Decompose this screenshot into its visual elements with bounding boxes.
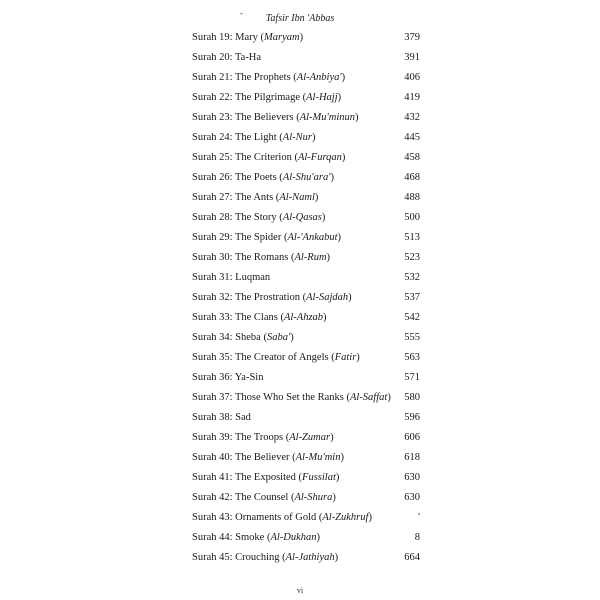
toc-entry-title-text: Surah 34: Sheba ( [192, 332, 267, 343]
toc-entry-title [192, 188, 318, 208]
toc-entry-page-number: 630 [404, 472, 420, 483]
toc-entry [192, 88, 420, 108]
toc-entry-title-text: Surah 30: The Romans ( [192, 252, 295, 263]
toc-entry-title-text: Surah 27: The Ants ( [192, 192, 280, 203]
toc-entry-arabic-name: Al-Mu'minun [299, 112, 356, 123]
toc-entry-title [192, 228, 341, 248]
toc-entry [192, 108, 420, 128]
toc-entry-page-number: 630 [404, 492, 420, 503]
toc-entry-title [192, 368, 263, 388]
toc-entry-title [192, 508, 372, 528]
toc-entry-title-suffix: ) [334, 552, 339, 563]
toc-entry-title-suffix: ) [355, 112, 359, 123]
toc-entry-page-number: 542 [404, 312, 420, 323]
running-header: Tafsir Ibn 'Abbas [265, 13, 335, 24]
toc-entry [192, 488, 420, 508]
toc-entry-arabic-name: Al-Furqan [297, 152, 342, 163]
toc-entry-title-suffix: ) [316, 532, 321, 543]
toc-entry [192, 408, 420, 428]
toc-entry-title [192, 488, 336, 508]
toc-entry-title-suffix: ) [341, 72, 346, 83]
toc-entry-title-suffix: ) [290, 332, 294, 343]
toc-entry-title-text: Surah 42: The Counsel ( [192, 492, 295, 503]
toc-entry-title-text: Surah 39: The Troops ( [192, 432, 290, 443]
toc-entry-page-number: 406 [404, 72, 420, 83]
toc-entry-page-number: 555 [404, 332, 420, 343]
toc-entry-title [192, 28, 303, 48]
toc-entry [192, 28, 420, 48]
toc-entry-title-text: Surah 19: Mary ( [192, 32, 265, 43]
toc-entry-page-number: 391 [404, 52, 420, 63]
toc-entry-page-number: 445 [404, 132, 420, 143]
toc-entry-arabic-name: Al-Rum [294, 252, 327, 263]
toc-entry-title [192, 248, 330, 268]
toc-entry [192, 268, 420, 288]
toc-entry-title [192, 288, 352, 308]
toc-entry-arabic-name: Al-Ahzab [283, 312, 324, 323]
toc-entry-title-text: Surah 43: Ornaments of Gold ( [192, 512, 323, 523]
toc-entry [192, 348, 420, 368]
toc-entry-title-suffix: ) [330, 172, 334, 183]
toc-entry [192, 228, 420, 248]
toc-entry-arabic-name: Al-Jathiyah [285, 552, 335, 563]
toc-entry-title-text: Surah 31: Luqman [192, 272, 271, 283]
toc-entry [192, 448, 420, 468]
toc-entry-title [192, 448, 344, 468]
toc-entry-page-number: 596 [404, 412, 420, 423]
toc-entry [192, 48, 420, 68]
toc-entry-title-text: Surah 35: The Creator of Angels ( [192, 352, 335, 363]
toc-entry-title-text: Surah 20: Ta-Ha [192, 52, 262, 63]
toc-entry-page-number: 523 [404, 252, 420, 263]
toc-entry-title-text: Surah 29: The Spider ( [192, 232, 288, 243]
toc-entry-arabic-name: Al-Dukhan [270, 532, 317, 543]
toc-entry-title [192, 548, 338, 568]
toc-entry-title-text: Surah 40: The Believer ( [192, 452, 296, 463]
toc-entry-arabic-name: Fussilat [302, 472, 336, 483]
toc-entry-title-suffix: ) [326, 252, 331, 263]
toc-entry-arabic-name: Al-'Ankabut [287, 232, 338, 243]
toc-entry-title-suffix: ) [330, 432, 334, 443]
toc-entry-title [192, 148, 345, 168]
toc-entry-page-number: 458 [404, 152, 420, 163]
toc-entry [192, 308, 420, 328]
toc-entry-page-number: 488 [404, 192, 420, 203]
toc-entry-page-number: 8 [414, 532, 420, 543]
toc-entry-title [192, 408, 251, 428]
toc-entry-title-text: Surah 28: The Story ( [192, 212, 283, 223]
toc-entry-title [192, 328, 294, 348]
toc-entry-arabic-name: Fatir [334, 352, 357, 363]
toc-entry-title-suffix: ) [311, 132, 316, 143]
toc-entry-title-text: Surah 22: The Pilgrimage ( [192, 92, 307, 103]
toc-entry-title-text: Surah 45: Crouching ( [192, 552, 286, 563]
toc-entry-arabic-name: Al-Mu'min [295, 452, 341, 463]
toc-entry-title-text: Surah 41: The Exposited ( [192, 472, 303, 483]
toc-entry [192, 548, 420, 568]
toc-entry-title [192, 168, 334, 188]
toc-entry-arabic-name: Al-Shura [294, 492, 333, 503]
toc-entry [192, 468, 420, 488]
toc-entry-title-text: Surah 33: The Clans ( [192, 312, 284, 323]
toc-entry-page-number: 432 [404, 112, 420, 123]
toc-entry-title-suffix: ) [368, 512, 372, 523]
toc-entry-title-suffix: ) [299, 32, 304, 43]
toc-entry-title-suffix: ) [335, 472, 340, 483]
toc-entry-title-text: Surah 36: Ya-Sin [192, 372, 264, 383]
toc-entry [192, 148, 420, 168]
toc-entry-page-number: 618 [404, 452, 420, 463]
toc-entry-title [192, 128, 315, 148]
toc-entry-arabic-name: Saba' [266, 332, 291, 343]
toc-entry-title-suffix: ) [356, 352, 360, 363]
toc-entry [192, 288, 420, 308]
toc-entry [192, 68, 420, 88]
toc-entry-title-suffix: ) [340, 452, 344, 463]
toc-entry-arabic-name: Al-Zumar [289, 432, 331, 443]
toc-entry [192, 388, 420, 408]
toc-entry-arabic-name: Al-Naml [279, 192, 315, 203]
toc-entry-arabic-name: Al-Nur [282, 132, 312, 143]
toc-entry-title-text: Surah 38: Sad [192, 412, 251, 423]
toc-entry-title-suffix: ) [314, 192, 319, 203]
toc-entry-title [192, 268, 270, 288]
toc-entry [192, 208, 420, 228]
toc-entry [192, 508, 420, 528]
toc-entry-page-number: 513 [404, 232, 420, 243]
toc-entry-page-number: ' [418, 512, 420, 523]
toc-entry-arabic-name: Al-Zukhruf [322, 512, 369, 523]
toc-entry-title [192, 468, 339, 488]
toc-entry-page-number: 537 [404, 292, 420, 303]
toc-entry-page-number: 664 [404, 552, 420, 563]
header-mark: - [240, 8, 243, 18]
toc-entry-title-text: Surah 32: The Prostration ( [192, 292, 307, 303]
toc-entry-arabic-name: Al-Hajj [306, 92, 338, 103]
toc-entry-title-suffix: ) [321, 212, 326, 223]
toc-entry-arabic-name: Al-Saffat [349, 392, 388, 403]
toc-entry-title [192, 348, 360, 368]
toc-entry-title-text: Surah 23: The Believers ( [192, 112, 300, 123]
toc-entry-title-suffix: ) [323, 312, 327, 323]
table-of-contents [192, 28, 420, 568]
toc-entry-title-suffix: ) [348, 292, 352, 303]
toc-entry-page-number: 468 [404, 172, 420, 183]
toc-entry [192, 188, 420, 208]
toc-entry [192, 428, 420, 448]
toc-entry-title-text: Surah 24: The Light ( [192, 132, 283, 143]
toc-entry-title [192, 88, 341, 108]
toc-entry-arabic-name: Al-Anbiya' [296, 72, 342, 83]
toc-entry [192, 248, 420, 268]
toc-entry-title-suffix: ) [337, 92, 342, 103]
toc-entry-title-text: Surah 44: Smoke ( [192, 532, 271, 543]
toc-entry-arabic-name: Al-Shu'ara' [282, 172, 331, 183]
toc-entry-page-number: 580 [404, 392, 420, 403]
toc-entry [192, 528, 420, 548]
toc-entry-title-suffix: ) [337, 232, 342, 243]
toc-entry-arabic-name: Al-Qasas [282, 212, 322, 223]
toc-entry-title [192, 428, 334, 448]
toc-entry-page-number: 563 [404, 352, 420, 363]
toc-entry-title-text: Surah 37: Those Who Set the Ranks ( [192, 392, 350, 403]
toc-entry-title [192, 308, 327, 328]
toc-entry [192, 368, 420, 388]
toc-entry-page-number: 571 [404, 372, 420, 383]
toc-entry-page-number: 500 [404, 212, 420, 223]
page-number: vi [296, 586, 304, 595]
toc-entry-title-suffix: ) [387, 392, 391, 403]
toc-entry-title-suffix: ) [341, 152, 346, 163]
toc-entry-title [192, 48, 261, 68]
toc-entry-title [192, 528, 320, 548]
toc-entry-arabic-name: Al-Sajdah [306, 292, 349, 303]
toc-entry-title-text: Surah 21: The Prophets ( [192, 72, 297, 83]
toc-entry-title-text: Surah 26: The Poets ( [192, 172, 283, 183]
toc-entry-title-text: Surah 25: The Criterion ( [192, 152, 298, 163]
toc-entry-page-number: 532 [404, 272, 420, 283]
toc-entry [192, 128, 420, 148]
toc-entry-page-number: 606 [404, 432, 420, 443]
toc-entry-page-number: 379 [404, 32, 420, 43]
toc-entry-page-number: 419 [404, 92, 420, 103]
toc-entry-title-suffix: ) [332, 492, 336, 503]
toc-entry [192, 328, 420, 348]
toc-entry [192, 168, 420, 188]
toc-entry-title [192, 208, 325, 228]
toc-entry-title [192, 108, 359, 128]
toc-entry-arabic-name: Maryam [264, 32, 300, 43]
toc-entry-title [192, 388, 391, 408]
toc-entry-title [192, 68, 345, 88]
